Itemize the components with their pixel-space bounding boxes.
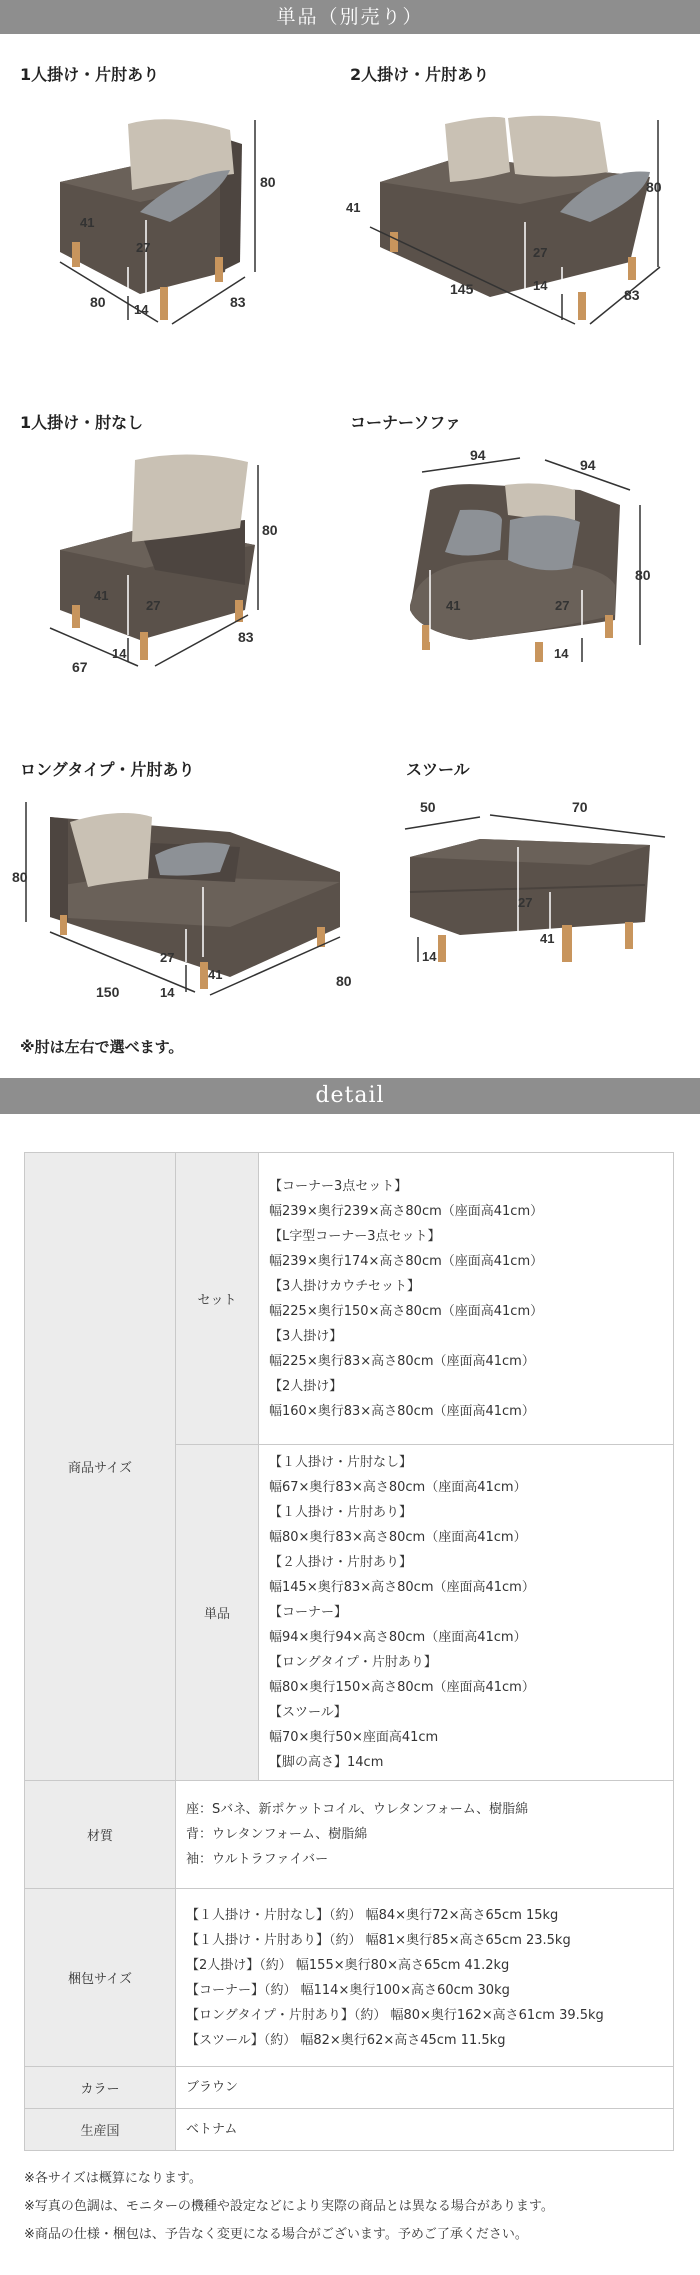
product-1seat-noarm [20, 410, 320, 690]
dim-width: 80 [90, 294, 106, 310]
sofa-2seat-arm-illustration [346, 62, 690, 352]
dim-leg: 14 [134, 302, 149, 317]
spec-value-single: 【１人掛け・片肘なし】 幅67×奥行83×高さ80cm（座面高41cm） 【１人掛け・片肘あり】 幅80×奥行83×高さ80cm（座面高41cm） 【２人掛け・片肘あり】 幅145×奥行83×高さ80cm（座面高41cm） 【コーナー】 幅94×奥行94×高さ80cm（座面高41cm） 【ロングタイプ・片肘あり】 幅80×奥行150×高さ80cm（座面高41cm） 【スツール】 幅70×奥行50×座面高41cm 【脚の高さ】14cm [259, 1445, 674, 1781]
spec-label-single: 単品 [176, 1445, 259, 1781]
spec-row-material [25, 1781, 674, 1889]
spec-row-color [25, 2067, 674, 2109]
dim-depth: 83 [238, 629, 254, 645]
product-stool [400, 757, 690, 1027]
spec-label-package: 梱包サイズ [25, 1889, 176, 2067]
spec-row-package [25, 1889, 674, 2067]
footnote: ※商品の仕様・梱包は、予告なく変更になる場合がございます。予めご了承ください。 [24, 2227, 528, 2242]
dim-depth: 83 [624, 287, 640, 303]
dim-seat: 41 [80, 215, 95, 230]
product-corner-sofa [350, 410, 690, 690]
dim-leg: 14 [112, 646, 127, 661]
dim-height: 80 [646, 179, 662, 195]
spec-label-color: カラー [25, 2067, 176, 2109]
dim-depth: 94 [580, 457, 596, 473]
dim-leg: 14 [554, 646, 569, 661]
dim-width: 94 [470, 447, 486, 463]
dim-width: 150 [96, 984, 120, 1000]
dim-seat: 41 [446, 598, 461, 613]
sofa-corner-illustration [350, 410, 690, 690]
section-header-detail: detail [0, 1078, 700, 1114]
section-header-single: 単品（別売り） [0, 0, 700, 34]
product-title: 1人掛け・片肘あり [20, 65, 160, 84]
dim-leg-area: 27 [136, 240, 151, 255]
spec-value-color: ブラウン [176, 2067, 674, 2109]
spec-value-origin: ベトナム [176, 2109, 674, 2151]
sofa-long-illustration [12, 757, 352, 1027]
product-2seat-arm [346, 62, 690, 352]
dim-leg: 14 [160, 985, 175, 1000]
dim-leg: 14 [422, 949, 437, 964]
dim-leg: 14 [533, 278, 548, 293]
spec-table [24, 1152, 674, 2151]
footnotes [24, 2165, 554, 2249]
dim-leg-area: 27 [555, 598, 570, 613]
dim-height: 80 [635, 567, 651, 583]
product-1seat-arm [20, 62, 320, 352]
armrest-note: ※肘は左右で選べます。 [20, 1038, 184, 1056]
dim-seat: 41 [346, 200, 361, 215]
dim-width: 67 [72, 659, 88, 675]
product-title: 2人掛け・片肘あり [350, 65, 490, 84]
dim-depth: 83 [230, 294, 246, 310]
sofa-1seat-arm-illustration [20, 62, 320, 352]
stool-illustration [400, 757, 690, 1027]
dim-seat: 41 [540, 931, 555, 946]
dim-height: 80 [262, 522, 278, 538]
dim-leg-area: 27 [518, 895, 533, 910]
spec-label-set: セット [176, 1153, 259, 1445]
dim-leg-area: 27 [533, 245, 548, 260]
dim-height: 80 [12, 869, 28, 885]
footnote: ※写真の色調は、モニターの機種や設定などにより実際の商品とは異なる場合があります。 [24, 2199, 554, 2214]
sofa-1seat-noarm-illustration [20, 410, 320, 690]
product-title: ロングタイプ・片肘あり [20, 760, 195, 779]
dim-width-long: 70 [572, 799, 588, 815]
footnote: ※各サイズは概算になります。 [24, 2171, 202, 2186]
product-title: コーナーソファ [350, 413, 462, 432]
spec-row-size-set [25, 1153, 674, 1445]
spec-value-material: 座：Sバネ、新ポケットコイル、ウレタンフォーム、樹脂綿 背：ウレタンフォーム、樹脂綿 袖：ウルトラファイバー [176, 1781, 674, 1889]
dim-leg-area: 27 [160, 950, 175, 965]
product-long-arm [12, 757, 352, 1027]
spec-label-origin: 生産国 [25, 2109, 176, 2151]
spec-label-size: 商品サイズ [25, 1153, 176, 1781]
spec-row-origin [25, 2109, 674, 2151]
dim-seat: 41 [94, 588, 109, 603]
dim-depth: 80 [336, 973, 352, 989]
dim-depth-short: 50 [420, 799, 436, 815]
product-title: スツール [406, 760, 470, 779]
dim-seat: 41 [208, 967, 223, 982]
spec-value-package: 【１人掛け・片肘なし】（約） 幅84×奥行72×高さ65cm 15kg 【１人掛け・片肘あり】（約） 幅81×奥行85×高さ65cm 23.5kg 【2人掛け】（約） 幅155×奥行80×高さ65cm 41.2kg 【コーナー】（約） 幅114×奥行100×高さ60cm 30kg 【ロングタイプ・片肘あり】（約） 幅80×奥行162×高さ61cm 39.5kg 【スツール】（約） 幅82×奥行62×高さ45cm 11.5kg [176, 1889, 674, 2067]
spec-label-material: 材質 [25, 1781, 176, 1889]
dim-width: 145 [450, 281, 474, 297]
dim-leg-area: 27 [146, 598, 161, 613]
spec-value-set: 【コーナー3点セット】 幅239×奥行239×高さ80cm（座面高41cm） 【L字型コーナー3点セット】 幅239×奥行174×高さ80cm（座面高41cm） 【3人掛けカウチセット】 幅225×奥行150×高さ80cm（座面高41cm） 【3人掛け】 幅225×奥行83×高さ80cm（座面高41cm） 【2人掛け】 幅160×奥行83×高さ80cm（座面高41cm） [259, 1153, 674, 1445]
product-title: 1人掛け・肘なし [20, 413, 144, 432]
dim-height: 80 [260, 174, 276, 190]
